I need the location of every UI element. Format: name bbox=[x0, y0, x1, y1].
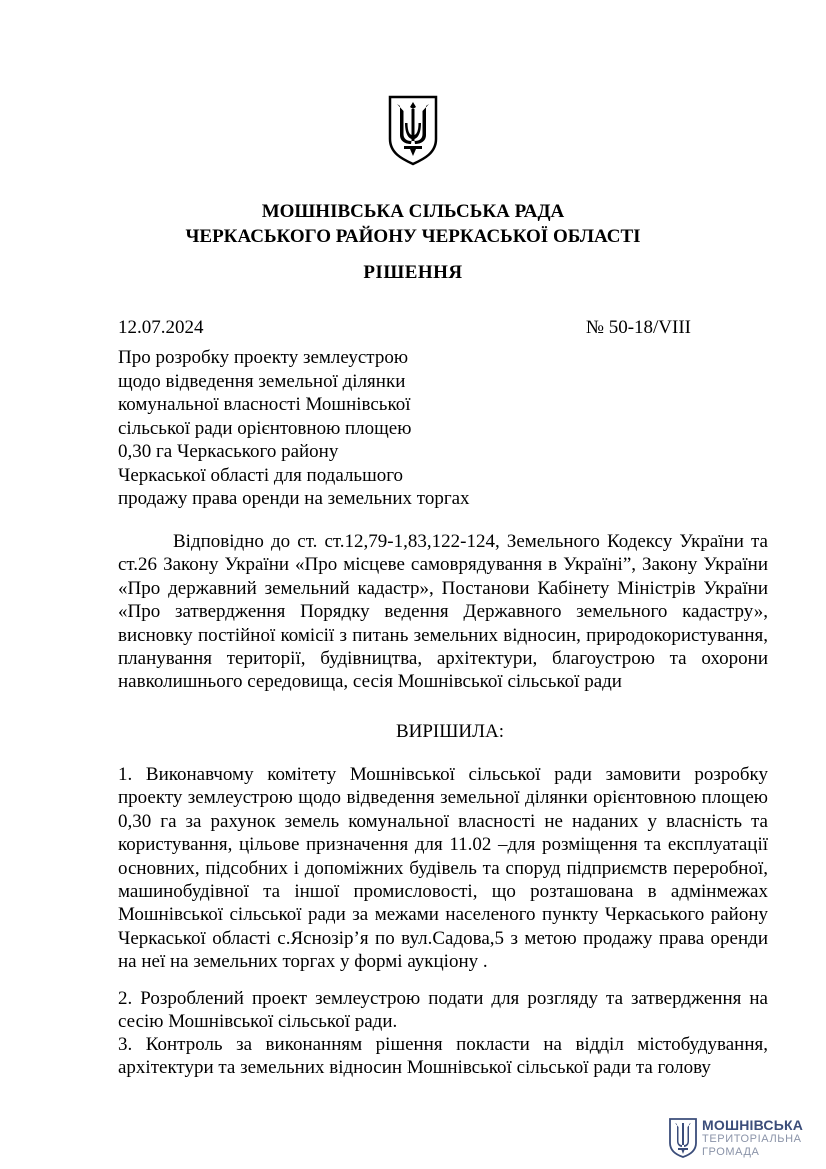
preamble-paragraph: Відповідно до ст. ст.12,79-1,83,122-124, Земельного Кодексу України та ст.26 Закону України «Про місцеве самоврядування в Україні”, Закону України «Про державний земельний кадастр», Постанови Кабінету Міністрів України «Про затвердження Порядку ведення Державного земельного кадастру», висновку постійної комісії з питань земельних відносин, природокористування, планування території, будівництва, архітектури, благоустрою та охорони навколишнього середовища, сесія Мошнівської сільської ради bbox=[118, 531, 768, 693]
subject-line: сільської ради орієнтовною площею bbox=[118, 417, 412, 439]
resolution-heading: ВИРІШИЛА: bbox=[395, 721, 505, 742]
decision-item-2: 2. Розроблений проект землеустрою подати для розгляду та затвердження на сесію Мошнівської сільської ради. bbox=[118, 988, 768, 1033]
subject-line: продажу права оренди на земельних торгах bbox=[118, 488, 470, 509]
region-title: ЧЕРКАСЬКОГО РАЙОНУ ЧЕРКАСЬКОЇ ОБЛАСТІ bbox=[185, 226, 641, 247]
community-logo bbox=[668, 1117, 808, 1163]
subject-line: комунальної власності Мошнівської bbox=[118, 394, 411, 415]
logo-title: МОШНІВСЬКА bbox=[702, 1117, 804, 1133]
trident-emblem-icon bbox=[386, 93, 440, 167]
decision-item-3: 3. Контроль за виконанням рішення покласти на відділ містобудування, архітектури та земельних відносин Мошнівської сільської ради та голову bbox=[118, 1034, 768, 1079]
decision-number: № 50-18/VIII bbox=[585, 317, 691, 338]
trident-logo-icon bbox=[668, 1117, 698, 1159]
subject-line: 0,30 га Черкаського району bbox=[118, 441, 339, 462]
council-title: МОШНІВСЬКА СІЛЬСЬКА РАДА bbox=[261, 201, 565, 222]
subject-line: Черкаської області для подальшого bbox=[118, 464, 404, 486]
decision-item-1: 1. Виконавчому комітету Мошнівської сільської ради замовити розробку проекту землеустрою щодо відведення земельної ділянки орієнтовною площею 0,30 га за рахунок земель комунальної власності не наданих у власність та користування, цільове призначення для 11.02 –для розміщення та експлуатації основних, підсобних і допоміжних будівель та споруд підприємств переробної, машинобудівної та іншої промисловості, що розташована в адмінмежах Мошнівської сільської ради за межами населеного пункту Черкаського району Черкаської області с.Яснозір’я по вул.Садова,5 з метою продажу права оренди на неї на земельних торгах у формі аукціону . bbox=[118, 764, 768, 973]
logo-subtitle: ТЕРИТОРІАЛЬНА bbox=[702, 1133, 802, 1145]
subject-line: щодо відведення земельної ділянки bbox=[118, 370, 406, 392]
logo-subtitle-2: ГРОМАДА bbox=[702, 1146, 760, 1158]
document-type: РІШЕННЯ bbox=[363, 262, 463, 283]
decision-subject bbox=[118, 346, 498, 511]
decision-date: 12.07.2024 bbox=[118, 317, 204, 338]
subject-line: Про розробку проекту землеустрою bbox=[118, 347, 409, 368]
date-number-line bbox=[118, 316, 691, 340]
